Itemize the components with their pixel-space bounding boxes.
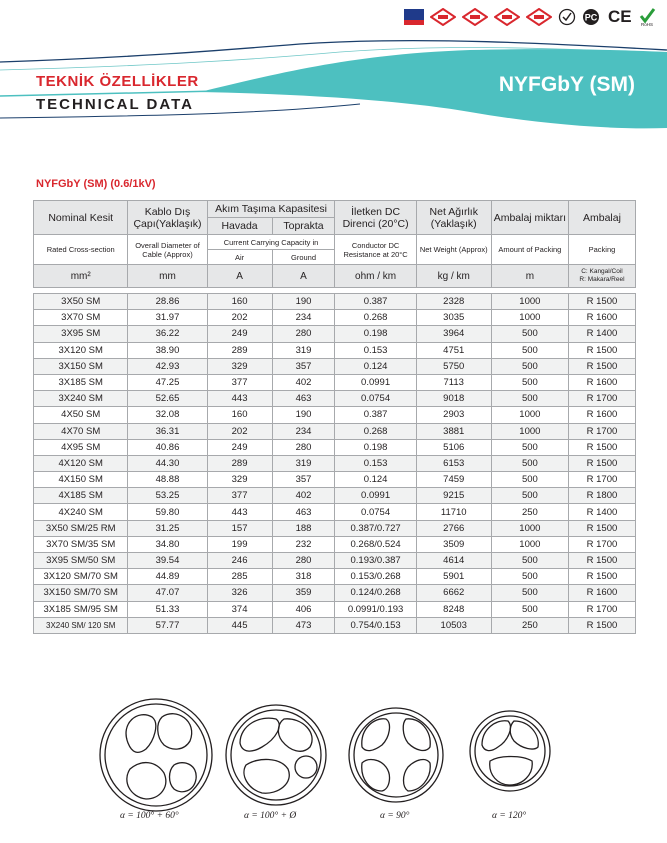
cell-weight: 3964: [416, 326, 491, 342]
cell-cross-section: 4X240 SM: [34, 504, 128, 520]
table-row: [34, 520, 636, 536]
cell-diameter: 32.08: [128, 407, 207, 423]
svg-text:RoHS: RoHS: [640, 22, 653, 27]
header-air-en: Air: [207, 250, 272, 265]
cell-packing: R 1500: [568, 294, 635, 310]
header-packing-tr: Ambalaj: [568, 201, 635, 235]
cell-resistance: 0.193/0.387: [335, 553, 416, 569]
cell-current-air: 377: [207, 488, 272, 504]
cell-weight: 7113: [416, 374, 491, 390]
cell-packing: R 1500: [568, 520, 635, 536]
cell-packing-amount: 500: [491, 358, 568, 374]
unit-packing-coil: C: Kangal/Coil: [581, 268, 623, 275]
cell-resistance: 0.387: [335, 407, 416, 423]
cell-diameter: 34.80: [128, 536, 207, 552]
cell-packing: R 1500: [568, 617, 635, 633]
cell-diameter: 52.65: [128, 391, 207, 407]
unit-packing-amount: m: [491, 265, 568, 288]
cell-packing: R 1400: [568, 326, 635, 342]
cell-resistance: 0.124/0.268: [335, 585, 416, 601]
cell-weight: 6662: [416, 585, 491, 601]
cell-weight: 7459: [416, 472, 491, 488]
diamond-badge-icon: [494, 8, 520, 26]
cell-packing-amount: 250: [491, 617, 568, 633]
table-row: [34, 536, 636, 552]
cell-cross-section: 3X95 SM: [34, 326, 128, 342]
header-resistance-tr: İletken DC Direnci (20°C): [335, 201, 416, 235]
cell-current-ground: 318: [272, 569, 335, 585]
cell-current-ground: 463: [272, 391, 335, 407]
cable-diagram-1: [100, 699, 212, 811]
header-packing-amount-tr: Ambalaj miktarı: [491, 201, 568, 235]
cell-current-air: 329: [207, 358, 272, 374]
cell-packing-amount: 500: [491, 439, 568, 455]
cell-weight: 2903: [416, 407, 491, 423]
cell-current-ground: 232: [272, 536, 335, 552]
cell-packing-amount: 500: [491, 569, 568, 585]
table-row: [34, 553, 636, 569]
cell-cross-section: 3X240 SM/ 120 SM: [34, 617, 128, 633]
cell-packing: R 1700: [568, 472, 635, 488]
cell-current-air: 160: [207, 294, 272, 310]
cell-current-ground: 280: [272, 553, 335, 569]
unit-air: A: [207, 265, 272, 288]
cell-packing: R 1600: [568, 374, 635, 390]
cell-resistance: 0.268: [335, 310, 416, 326]
table-row: [34, 342, 636, 358]
cell-packing-amount: 1000: [491, 520, 568, 536]
header-resistance-en: Conductor DC Resistance at 20°C: [335, 235, 416, 265]
cell-resistance: 0.198: [335, 326, 416, 342]
table-row: [34, 423, 636, 439]
rohs-check-icon: [638, 8, 656, 26]
cell-current-ground: 357: [272, 358, 335, 374]
cell-packing: R 1700: [568, 601, 635, 617]
certification-logos: [404, 8, 656, 26]
ce-mark-icon: CE: [608, 7, 632, 26]
header-weight-en: Net Weight (Approx): [416, 235, 491, 265]
cell-diameter: 39.54: [128, 553, 207, 569]
cell-packing: R 1400: [568, 504, 635, 520]
table-row: [34, 488, 636, 504]
cell-packing: R 1700: [568, 423, 635, 439]
cell-packing-amount: 500: [491, 601, 568, 617]
cell-resistance: 0.124: [335, 358, 416, 374]
cell-packing: R 1500: [568, 439, 635, 455]
cell-diameter: 40.86: [128, 439, 207, 455]
cell-current-ground: 402: [272, 374, 335, 390]
cell-current-air: 157: [207, 520, 272, 536]
cell-resistance: 0.0754: [335, 391, 416, 407]
table-row: [34, 294, 636, 310]
cell-cross-section: 3X185 SM/95 SM: [34, 601, 128, 617]
cable-diagrams: [90, 695, 560, 835]
cell-cross-section: 4X50 SM: [34, 407, 128, 423]
header-weight-tr: Net Ağırlık (Yaklaşık): [416, 201, 491, 235]
cell-packing-amount: 1000: [491, 310, 568, 326]
cell-current-ground: 402: [272, 488, 335, 504]
cell-weight: 10503: [416, 617, 491, 633]
unit-cross-section: mm²: [34, 265, 128, 288]
cell-diameter: 57.77: [128, 617, 207, 633]
cell-packing: R 1600: [568, 310, 635, 326]
cable-cross-sections: [90, 695, 560, 813]
header-diameter-en: Overall Diameter of Cable (Approx): [128, 235, 207, 265]
cell-diameter: 47.25: [128, 374, 207, 390]
section-title: NYFGbY (SM) (0.6/1kV): [36, 178, 156, 190]
cell-current-air: 443: [207, 504, 272, 520]
cell-cross-section: 3X240 SM: [34, 391, 128, 407]
cell-cross-section: 3X120 SM: [34, 342, 128, 358]
table-row: [34, 472, 636, 488]
cell-packing-amount: 500: [491, 374, 568, 390]
cell-weight: 8248: [416, 601, 491, 617]
cell-diameter: 51.33: [128, 601, 207, 617]
cell-current-ground: 190: [272, 407, 335, 423]
cable-diagram-4: [470, 711, 550, 791]
header-cross-section-tr: Nominal Kesit: [34, 201, 128, 235]
circle-check-icon: [558, 8, 576, 26]
diagram-2-label: α = 100° + Ø: [244, 811, 297, 821]
unit-packing-reel: R: Makara/Reel: [579, 276, 625, 283]
cell-weight: 5106: [416, 439, 491, 455]
header-ground-tr: Toprakta: [272, 218, 335, 235]
cell-packing: R 1700: [568, 536, 635, 552]
header-air-tr: Havada: [207, 218, 272, 235]
cell-weight: 3881: [416, 423, 491, 439]
flag-badge-icon: [404, 8, 424, 26]
table-row: [34, 585, 636, 601]
table-row: [34, 601, 636, 617]
cell-diameter: 38.90: [128, 342, 207, 358]
cell-packing-amount: 500: [491, 585, 568, 601]
cell-cross-section: 3X150 SM: [34, 358, 128, 374]
cell-cross-section: 3X50 SM: [34, 294, 128, 310]
diagram-4-label: α = 120°: [492, 811, 527, 821]
cell-cross-section: 3X95 SM/50 SM: [34, 553, 128, 569]
cell-cross-section: 3X50 SM/25 RM: [34, 520, 128, 536]
cell-packing: R 1500: [568, 553, 635, 569]
header-packing-amount-en: Amount of Packing: [491, 235, 568, 265]
cell-current-air: 289: [207, 342, 272, 358]
cell-current-ground: 234: [272, 310, 335, 326]
header-current-en: Current Carrying Capacity in: [207, 235, 335, 250]
cell-current-ground: 319: [272, 455, 335, 471]
cell-resistance: 0.153/0.268: [335, 569, 416, 585]
product-title: NYFGbY (SM): [498, 73, 635, 96]
cell-weight: 9215: [416, 488, 491, 504]
cell-diameter: 44.89: [128, 569, 207, 585]
cell-packing: R 1500: [568, 569, 635, 585]
cell-weight: 9018: [416, 391, 491, 407]
cell-resistance: 0.268/0.524: [335, 536, 416, 552]
header-diameter-tr: Kablo Dış Çapı(Yaklaşık): [128, 201, 207, 235]
header-cross-section-en: Rated Cross-section: [34, 235, 128, 265]
cell-resistance: 0.0991/0.193: [335, 601, 416, 617]
unit-packing: [568, 265, 635, 288]
cell-packing: R 1800: [568, 488, 635, 504]
pc-mark-icon: [582, 8, 602, 26]
cell-cross-section: 3X70 SM: [34, 310, 128, 326]
cell-packing-amount: 1000: [491, 294, 568, 310]
table-row: [34, 407, 636, 423]
table-row: [34, 617, 636, 633]
title-turkish: TEKNİK ÖZELLİKLER: [36, 73, 199, 90]
cell-packing-amount: 250: [491, 504, 568, 520]
cell-current-ground: 280: [272, 326, 335, 342]
cell-current-air: 249: [207, 326, 272, 342]
cell-diameter: 31.25: [128, 520, 207, 536]
cell-diameter: 59.80: [128, 504, 207, 520]
table-row: [34, 439, 636, 455]
cell-packing-amount: 500: [491, 326, 568, 342]
cell-weight: 6153: [416, 455, 491, 471]
cell-current-air: 246: [207, 553, 272, 569]
cell-resistance: 0.387/0.727: [335, 520, 416, 536]
cell-resistance: 0.124: [335, 472, 416, 488]
cell-current-air: 329: [207, 472, 272, 488]
table-row: [34, 569, 636, 585]
cell-current-air: 326: [207, 585, 272, 601]
unit-diameter: mm: [128, 265, 207, 288]
cell-weight: 3509: [416, 536, 491, 552]
cell-resistance: 0.153: [335, 342, 416, 358]
cell-packing-amount: 1000: [491, 423, 568, 439]
cable-diagram-2: [226, 705, 326, 805]
cell-current-air: 160: [207, 407, 272, 423]
cell-current-air: 199: [207, 536, 272, 552]
table-row: [34, 358, 636, 374]
cell-current-ground: 359: [272, 585, 335, 601]
cell-cross-section: 4X185 SM: [34, 488, 128, 504]
cell-current-ground: 234: [272, 423, 335, 439]
cell-weight: 2766: [416, 520, 491, 536]
cell-current-air: 289: [207, 455, 272, 471]
cell-packing: R 1500: [568, 358, 635, 374]
table-row: [34, 391, 636, 407]
cell-current-ground: 463: [272, 504, 335, 520]
cell-current-air: 443: [207, 391, 272, 407]
cell-packing: R 1700: [568, 391, 635, 407]
cell-cross-section: 3X120 SM/70 SM: [34, 569, 128, 585]
cell-diameter: 31.97: [128, 310, 207, 326]
spec-table-body: [33, 293, 636, 634]
cell-diameter: 28.86: [128, 294, 207, 310]
cell-current-air: 249: [207, 439, 272, 455]
cell-resistance: 0.387: [335, 294, 416, 310]
cell-resistance: 0.268: [335, 423, 416, 439]
cell-packing-amount: 500: [491, 553, 568, 569]
unit-weight: kg / km: [416, 265, 491, 288]
header-current-tr: Akım Taşıma Kapasitesi: [207, 201, 335, 218]
title-english: TECHNICAL DATA: [36, 96, 194, 113]
svg-text:PC: PC: [584, 12, 598, 23]
cell-cross-section: 3X150 SM/70 SM: [34, 585, 128, 601]
cell-weight: 3035: [416, 310, 491, 326]
cell-cross-section: 4X150 SM: [34, 472, 128, 488]
cell-resistance: 0.0754: [335, 504, 416, 520]
cell-packing-amount: 500: [491, 391, 568, 407]
cell-current-air: 202: [207, 310, 272, 326]
cell-packing: R 1600: [568, 407, 635, 423]
table-row: [34, 455, 636, 471]
cell-current-air: 374: [207, 601, 272, 617]
table-row: [34, 504, 636, 520]
header-packing-en: Packing: [568, 235, 635, 265]
diamond-badge-icon: [526, 8, 552, 26]
cell-packing-amount: 500: [491, 342, 568, 358]
cell-current-air: 445: [207, 617, 272, 633]
unit-resistance: ohm / km: [335, 265, 416, 288]
header-ground-en: Ground: [272, 250, 335, 265]
cell-cross-section: 3X70 SM/35 SM: [34, 536, 128, 552]
cell-packing-amount: 500: [491, 488, 568, 504]
cell-packing: R 1600: [568, 585, 635, 601]
cell-current-ground: 319: [272, 342, 335, 358]
cell-packing: R 1500: [568, 455, 635, 471]
unit-ground: A: [272, 265, 335, 288]
cell-packing-amount: 500: [491, 472, 568, 488]
cell-diameter: 44.30: [128, 455, 207, 471]
cell-weight: 4614: [416, 553, 491, 569]
cell-diameter: 42.93: [128, 358, 207, 374]
cell-weight: 2328: [416, 294, 491, 310]
cell-weight: 5901: [416, 569, 491, 585]
cell-resistance: 0.0991: [335, 488, 416, 504]
cell-weight: 11710: [416, 504, 491, 520]
cell-weight: 4751: [416, 342, 491, 358]
table-row: [34, 326, 636, 342]
diagram-1-label: α = 100° + 60°: [120, 811, 179, 821]
cell-resistance: 0.754/0.153: [335, 617, 416, 633]
diagram-3-label: α = 90°: [380, 811, 410, 821]
cell-diameter: 36.31: [128, 423, 207, 439]
cell-current-ground: 406: [272, 601, 335, 617]
cell-current-ground: 280: [272, 439, 335, 455]
cell-cross-section: 4X120 SM: [34, 455, 128, 471]
cell-current-ground: 357: [272, 472, 335, 488]
cell-cross-section: 3X185 SM: [34, 374, 128, 390]
cell-resistance: 0.198: [335, 439, 416, 455]
cable-diagram-3: [349, 708, 443, 802]
diamond-badge-icon: [430, 8, 456, 26]
cell-cross-section: 4X70 SM: [34, 423, 128, 439]
cell-packing-amount: 1000: [491, 536, 568, 552]
cell-packing: R 1500: [568, 342, 635, 358]
cell-resistance: 0.0991: [335, 374, 416, 390]
cell-current-ground: 188: [272, 520, 335, 536]
cell-current-air: 377: [207, 374, 272, 390]
diamond-badge-icon: [462, 8, 488, 26]
cell-current-air: 202: [207, 423, 272, 439]
cell-current-air: 285: [207, 569, 272, 585]
table-row: [34, 374, 636, 390]
cell-packing-amount: 500: [491, 455, 568, 471]
cell-weight: 5750: [416, 358, 491, 374]
cell-diameter: 53.25: [128, 488, 207, 504]
cell-diameter: 36.22: [128, 326, 207, 342]
cell-cross-section: 4X95 SM: [34, 439, 128, 455]
cell-diameter: 47.07: [128, 585, 207, 601]
cell-packing-amount: 1000: [491, 407, 568, 423]
cell-current-ground: 190: [272, 294, 335, 310]
spec-table-header: [33, 200, 636, 288]
cell-diameter: 48.88: [128, 472, 207, 488]
cell-resistance: 0.153: [335, 455, 416, 471]
table-row: [34, 310, 636, 326]
cell-current-ground: 473: [272, 617, 335, 633]
